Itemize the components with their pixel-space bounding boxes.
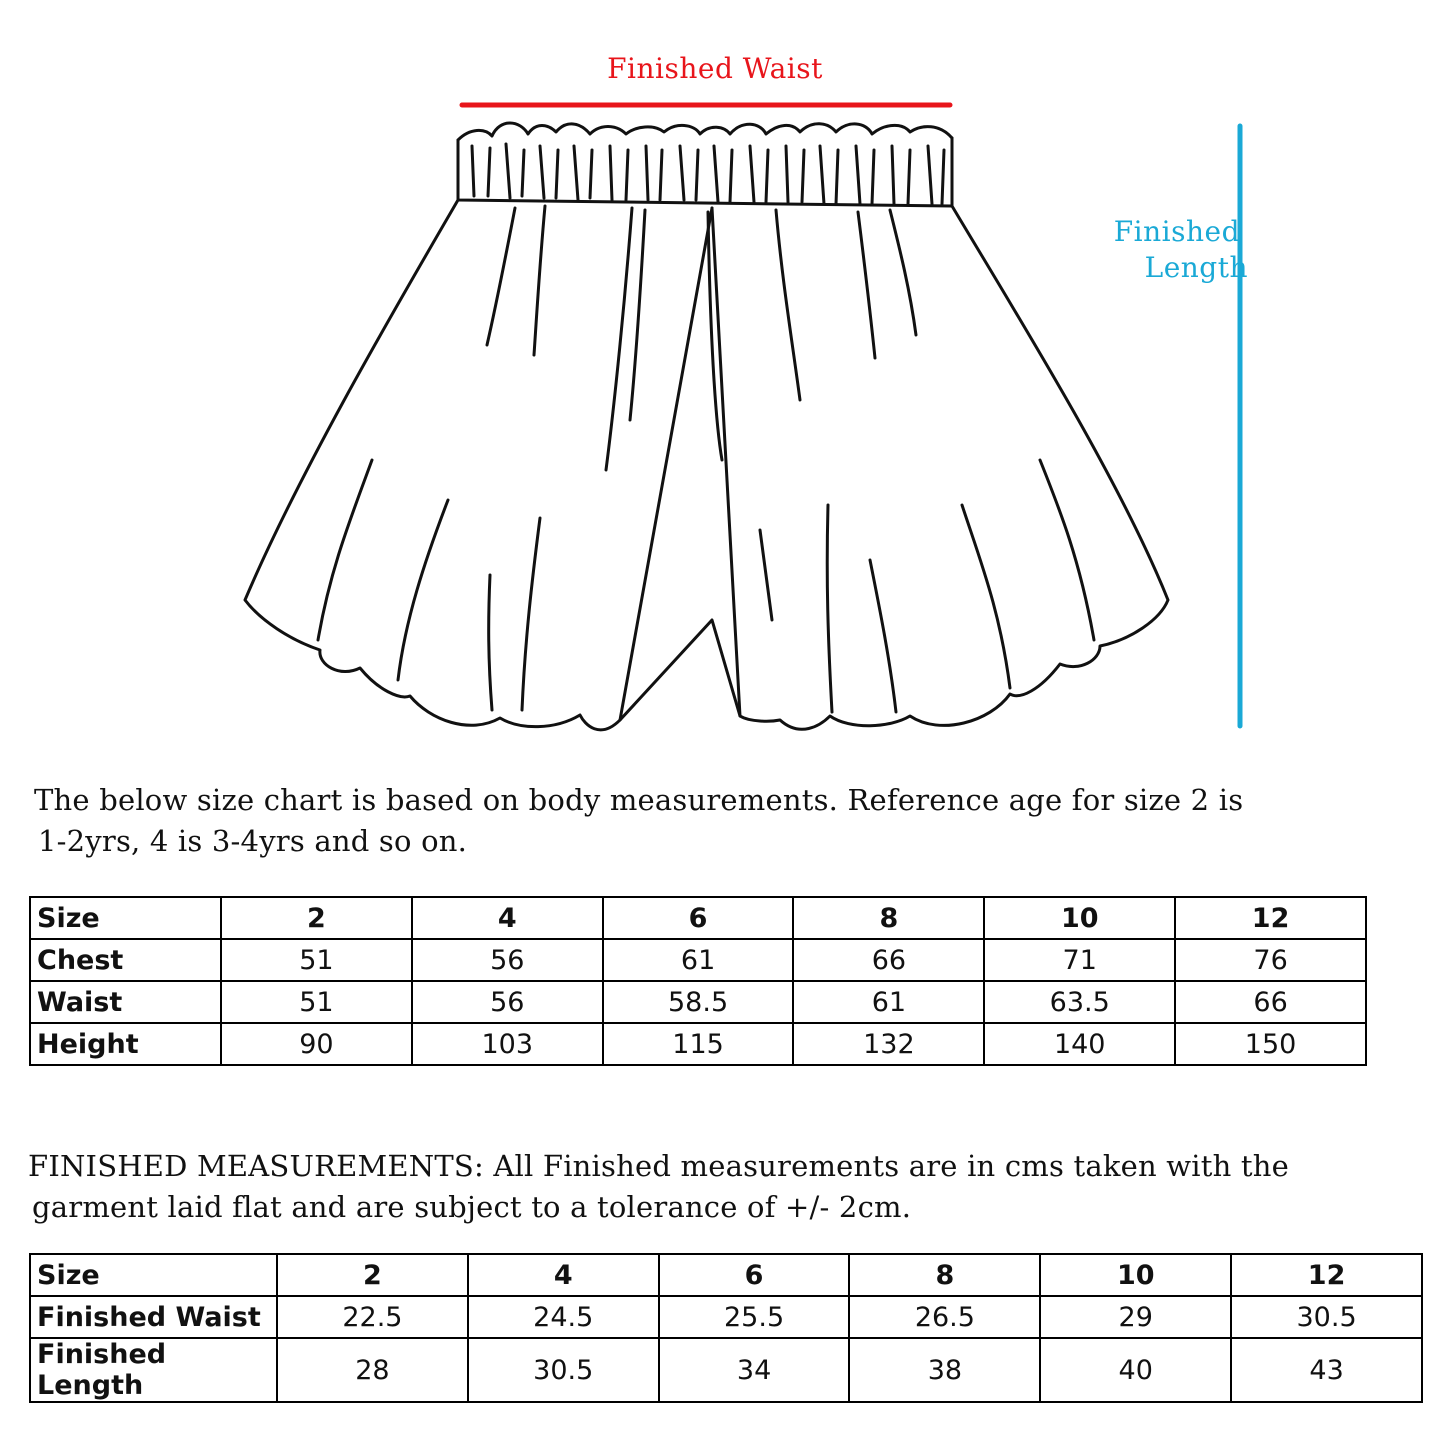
table-cell: 61	[793, 981, 984, 1023]
table-cell: 30.5	[1231, 1296, 1422, 1338]
header-cell: 4	[412, 897, 603, 939]
table-cell: 103	[412, 1023, 603, 1065]
table-cell: 25.5	[659, 1296, 850, 1338]
finished-measurement-note	[28, 1146, 1428, 1228]
header-cell: 10	[984, 897, 1175, 939]
finished-waist-label: Finished Waist	[607, 52, 823, 85]
table-cell: 40	[1040, 1338, 1231, 1402]
header-cell: 8	[793, 897, 984, 939]
table-row	[30, 981, 1366, 1023]
finished-note-line2: garment laid flat and are subject to a tolerance of +/- 2cm.	[32, 1190, 912, 1224]
table-cell: 61	[603, 939, 794, 981]
table-cell: 26.5	[849, 1296, 1040, 1338]
table-cell: 29	[1040, 1296, 1231, 1338]
table-cell: 115	[603, 1023, 794, 1065]
table-row	[30, 1296, 1422, 1338]
table-cell: 66	[1175, 981, 1366, 1023]
header-cell: 8	[849, 1254, 1040, 1296]
finished-length-label	[1080, 214, 1248, 286]
table-cell: 30.5	[468, 1338, 659, 1402]
table-cell: 28	[277, 1338, 468, 1402]
header-cell: 6	[603, 897, 794, 939]
table-cell: 34	[659, 1338, 850, 1402]
row-label: Finished Length	[30, 1338, 277, 1402]
table-cell: 38	[849, 1338, 1040, 1402]
table-cell: 66	[793, 939, 984, 981]
header-cell: 2	[221, 897, 412, 939]
row-label: Waist	[30, 981, 221, 1023]
body-note-line1: The below size chart is based on body measurements. Reference age for size 2 is	[34, 783, 1244, 817]
header-cell: 12	[1175, 897, 1366, 939]
body-measurement-note	[34, 780, 1414, 862]
body-note-line2: 1-2yrs, 4 is 3-4yrs and so on.	[38, 824, 468, 858]
header-cell: 12	[1231, 1254, 1422, 1296]
table-row	[30, 939, 1366, 981]
row-label: Chest	[30, 939, 221, 981]
table-cell: 63.5	[984, 981, 1175, 1023]
table-cell: 24.5	[468, 1296, 659, 1338]
finished-length-label-line2: Length	[1144, 251, 1248, 284]
table-cell: 22.5	[277, 1296, 468, 1338]
table-cell: 51	[221, 981, 412, 1023]
table-cell: 140	[984, 1023, 1175, 1065]
table-header-row	[30, 1254, 1422, 1296]
finished-length-label-line1: Finished	[1113, 215, 1240, 248]
table-cell: 51	[221, 939, 412, 981]
table-cell: 71	[984, 939, 1175, 981]
table-cell: 56	[412, 939, 603, 981]
body-size-chart	[29, 896, 1367, 1066]
header-cell: 10	[1040, 1254, 1231, 1296]
table-header-row	[30, 897, 1366, 939]
table-cell: 56	[412, 981, 603, 1023]
header-cell: 6	[659, 1254, 850, 1296]
table-cell: 58.5	[603, 981, 794, 1023]
table-cell: 150	[1175, 1023, 1366, 1065]
table-row	[30, 1338, 1422, 1402]
row-label: Finished Waist	[30, 1296, 277, 1338]
table-cell: 76	[1175, 939, 1366, 981]
finished-size-chart	[29, 1253, 1423, 1403]
header-cell: 4	[468, 1254, 659, 1296]
header-cell: 2	[277, 1254, 468, 1296]
table-cell: 132	[793, 1023, 984, 1065]
row-label: Height	[30, 1023, 221, 1065]
table-cell: 43	[1231, 1338, 1422, 1402]
waistband	[458, 138, 952, 206]
header-cell: Size	[30, 897, 221, 939]
table-row	[30, 1023, 1366, 1065]
table-cell: 90	[221, 1023, 412, 1065]
header-cell: Size	[30, 1254, 277, 1296]
waistband-ruffle	[458, 123, 952, 140]
finished-note-line1: FINISHED MEASUREMENTS: All Finished measurements are in cms taken with the	[28, 1149, 1290, 1183]
